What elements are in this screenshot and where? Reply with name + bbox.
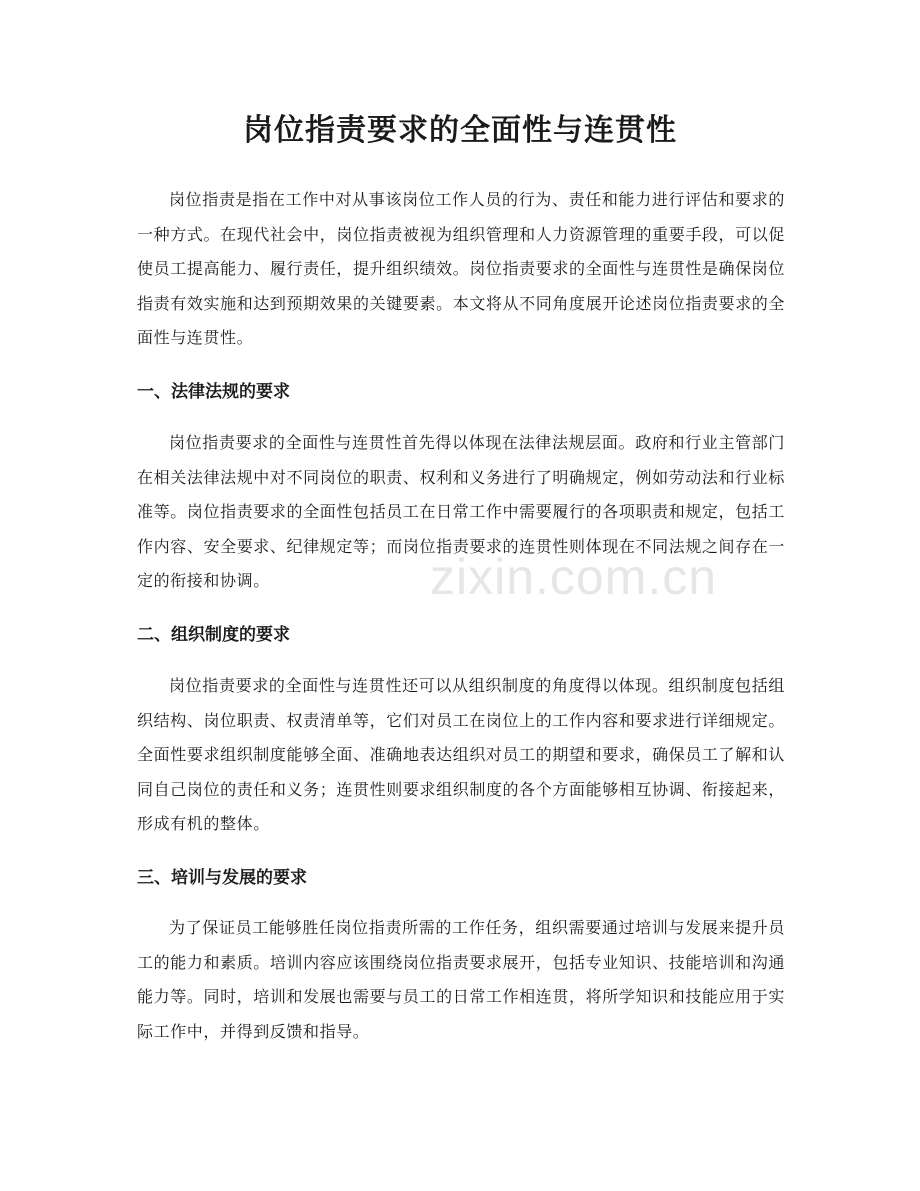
watermark: zixin.com.cn	[430, 549, 718, 605]
intro-paragraph: 岗位指责是指在工作中对从事该岗位工作人员的行为、责任和能力进行评估和要求的一种方式。在现代社会中，岗位指责被视为组织管理和人力资源管理的重要手段，可以促使员工提高能力、履行责任，提升组织绩效。岗位指责要求的全面性与连贯性是确保岗位指责有效实施和达到预期效果的关键要素。本文将从不同角度展开论述岗位指责要求的全面性与连贯性。	[137, 190, 785, 348]
document-title: 岗位指责要求的全面性与连贯性	[243, 113, 677, 148]
section-heading-training: 三、培训与发展的要求	[137, 868, 307, 888]
section-body-law: 岗位指责要求的全面性与连贯性首先得以体现在法律法规层面。政府和行业主管部门在相关法律法规中对不同岗位的职责、权利和义务进行了明确规定，例如劳动法和行业标准等。岗位指责要求的全面性包括员工在日常工作中需要履行的各项职责和规定，包括工作内容、安全要求、纪律规定等；而岗位指责要求的连贯性则体现在不同法规之间存在一定的衔接和协调。	[137, 433, 785, 591]
section-heading-law: 一、法律法规的要求	[137, 382, 290, 402]
section-heading-organization: 二、组织制度的要求	[137, 625, 290, 645]
section-body-organization: 岗位指责要求的全面性与连贯性还可以从组织制度的角度得以体现。组织制度包括组织结构、岗位职责、权责清单等，它们对员工在岗位上的工作内容和要求进行详细规定。全面性要求组织制度能够全面、准确地表达组织对员工的期望和要求，确保员工了解和认同自己岗位的责任和义务；连贯性则要求组织制度的各个方面能够相互协调、衔接起来，形成有机的整体。	[137, 676, 785, 834]
section-body-training: 为了保证员工能够胜任岗位指责所需的工作任务，组织需要通过培训与发展来提升员工的能力和素质。培训内容应该围绕岗位指责要求展开，包括专业知识、技能培训和沟通能力等。同时，培训和发展也需要与员工的日常工作相连贯，将所学知识和技能应用于实际工作中，并得到反馈和指导。	[137, 918, 785, 1041]
